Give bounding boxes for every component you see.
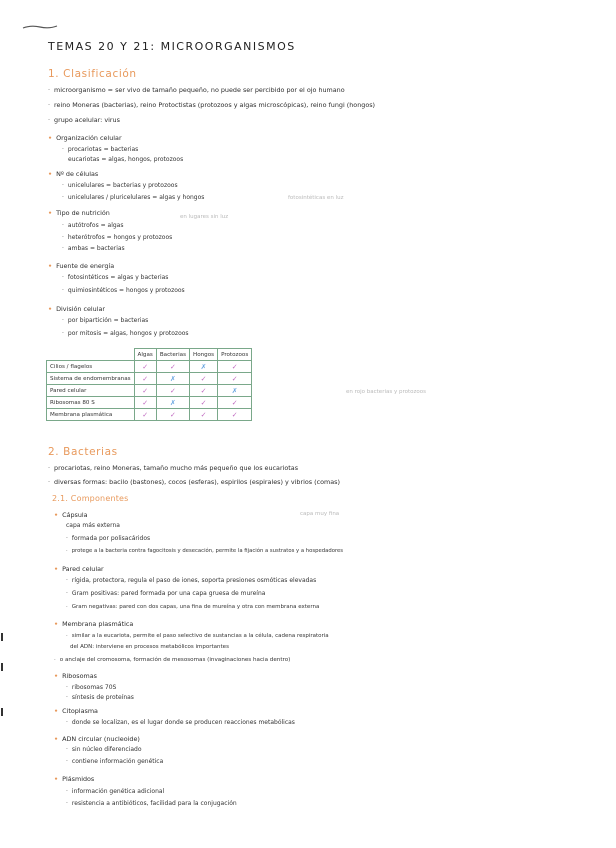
component-item: · ribosomas 70S bbox=[66, 684, 117, 691]
component-item: · protege a la bacteria contra fagocitosis y desecación, permite la fijación a sustratos y a hospedadores bbox=[66, 548, 344, 554]
mark-cell: ✓ bbox=[156, 361, 189, 373]
component-label: • Ribosomas bbox=[54, 672, 97, 680]
mark-cell: ✓ bbox=[156, 409, 189, 421]
comparison-table bbox=[46, 348, 252, 421]
mark-cell: ✓ bbox=[156, 385, 189, 397]
table-row bbox=[47, 409, 252, 421]
s2-line-1: · procariotas, reino Moneras, tamaño mucho más pequeño que los eucariotas bbox=[48, 464, 299, 472]
s1-line-3: · grupo acelular: virus bbox=[48, 116, 120, 124]
group-item: · ambas = bacterias bbox=[62, 245, 125, 252]
s1-line-1: · microorganismo = ser vivo de tamaño pequeño, no puede ser percibido por el ojo humano bbox=[48, 86, 345, 94]
mark-cell: ✓ bbox=[190, 373, 218, 385]
mark-cell: ✓ bbox=[134, 373, 156, 385]
mark-cell: ✗ bbox=[156, 397, 189, 409]
component-item: capa más externa bbox=[66, 522, 120, 529]
component-item: del ADN: interviene en procesos metabólicos importantes bbox=[70, 644, 229, 650]
mark-cell: ✓ bbox=[190, 409, 218, 421]
faint-note: capa muy fina bbox=[300, 511, 340, 517]
component-item: · información genética adicional bbox=[66, 788, 165, 795]
mark-cell: ✓ bbox=[134, 397, 156, 409]
component-item: · formada por polisacáridos bbox=[66, 535, 151, 542]
table-row bbox=[47, 361, 252, 373]
section-2-heading: 2. Bacterias bbox=[48, 446, 118, 458]
component-item: · Gram positivas: pared formada por una capa gruesa de mureína bbox=[66, 590, 266, 597]
component-label: • Membrana plasmática bbox=[54, 620, 134, 628]
faint-note: fotosintéticas en luz bbox=[288, 195, 344, 201]
col-header: Algas bbox=[134, 349, 156, 361]
component-item: · síntesis de proteínas bbox=[66, 694, 134, 701]
component-item: · Gram negativas: pared con dos capas, una fina de mureína y otra con membrana externa bbox=[66, 604, 320, 610]
mark-cell: ✓ bbox=[218, 409, 252, 421]
group-item: eucariotas = algas, hongos, protozoos bbox=[68, 156, 184, 163]
mark-cell: ✓ bbox=[134, 361, 156, 373]
table-header-row bbox=[47, 349, 252, 361]
page-edge-mark bbox=[1, 663, 3, 671]
component-label: • Cápsula bbox=[54, 511, 88, 519]
mark-cell: ✓ bbox=[218, 361, 252, 373]
col-header: Hongos bbox=[190, 349, 218, 361]
group-label: • Organización celular bbox=[48, 134, 122, 142]
mark-cell: ✓ bbox=[218, 397, 252, 409]
component-item: · resistencia a antibióticos, facilidad para la conjugación bbox=[66, 800, 237, 807]
mark-cell: ✓ bbox=[218, 373, 252, 385]
mark-cell: ✓ bbox=[190, 397, 218, 409]
group-item: · heterótrofos = hongos y protozoos bbox=[62, 234, 173, 241]
component-item: · sin núcleo diferenciado bbox=[66, 746, 142, 753]
s1-line-2: · reino Moneras (bacterias), reino Protoctistas (protozoos y algas microscópicas), reino fungi (hongos) bbox=[48, 101, 376, 109]
component-item: · donde se localizan, es el lugar donde se producen reacciones metabólicas bbox=[66, 719, 295, 726]
group-item: · quimiosintéticos = hongos y protozoos bbox=[62, 287, 185, 294]
component-item: · contiene información genética bbox=[66, 758, 164, 765]
mark-cell: ✓ bbox=[190, 385, 218, 397]
col-header: Bacterias bbox=[156, 349, 189, 361]
group-item: · fotosintéticos = algas y bacterias bbox=[62, 274, 169, 281]
group-label: • Nº de células bbox=[48, 170, 99, 178]
group-item: · unicelulares = bacterias y protozoos bbox=[62, 182, 178, 189]
row-label: Sistema de endomembranas bbox=[47, 373, 135, 385]
col-header: Protozoos bbox=[218, 349, 252, 361]
group-label: • División celular bbox=[48, 305, 106, 313]
page-title: TEMAS 20 Y 21: MICROORGANISMOS bbox=[48, 40, 296, 53]
component-label: • Plásmidos bbox=[54, 775, 95, 783]
section-1-heading: 1. Clasificación bbox=[48, 68, 137, 80]
row-label: Membrana plasmática bbox=[47, 409, 135, 421]
component-label: • Pared celular bbox=[54, 565, 104, 573]
group-item: · por bipartición = bacterias bbox=[62, 317, 149, 324]
page-edge-mark bbox=[1, 633, 3, 641]
group-item: · procariotas = bacterias bbox=[62, 146, 139, 153]
component-item: · o anclaje del cromosoma, formación de mesosomas (invaginaciones hacia dentro) bbox=[54, 657, 291, 663]
component-label: • ADN circular (nucleoide) bbox=[54, 735, 140, 743]
table-row bbox=[47, 397, 252, 409]
group-label: • Fuente de energía bbox=[48, 262, 115, 270]
row-label: Pared celular bbox=[47, 385, 135, 397]
s2-line-2: · diversas formas: bacilo (bastones), cocos (esferas), espirilos (espirales) y vibrios (comas) bbox=[48, 478, 341, 486]
mark-cell: ✗ bbox=[156, 373, 189, 385]
group-item: · por mitosis = algas, hongos y protozoos bbox=[62, 330, 189, 337]
group-label: • Tipo de nutrición bbox=[48, 209, 110, 217]
group-item: · autótrofos = algas bbox=[62, 222, 124, 229]
component-item: · similar a la eucariota, permite el paso selectivo de sustancias a la célula, cadena respiratoria bbox=[66, 633, 329, 639]
group-item: · unicelulares / pluricelulares = algas y hongos bbox=[62, 194, 205, 201]
subsection-heading: 2.1. Componentes bbox=[52, 494, 129, 503]
table-row bbox=[47, 373, 252, 385]
faint-note: en lugares sin luz bbox=[180, 214, 229, 220]
page-edge-mark bbox=[1, 708, 3, 716]
row-label: Ribosomas 80 S bbox=[47, 397, 135, 409]
mark-cell: ✗ bbox=[218, 385, 252, 397]
mark-cell: ✓ bbox=[134, 409, 156, 421]
faint-table-note: en rojo bacterias y protozoos bbox=[346, 389, 426, 395]
mark-cell: ✗ bbox=[190, 361, 218, 373]
pencil-scribble bbox=[22, 24, 58, 30]
row-label: Cilios / flagelos bbox=[47, 361, 135, 373]
component-item: · rígida, protectora, regula el paso de iones, soporta presiones osmóticas elevadas bbox=[66, 577, 317, 584]
mark-cell: ✓ bbox=[134, 385, 156, 397]
component-label: • Citoplasma bbox=[54, 707, 98, 715]
table-row bbox=[47, 385, 252, 397]
